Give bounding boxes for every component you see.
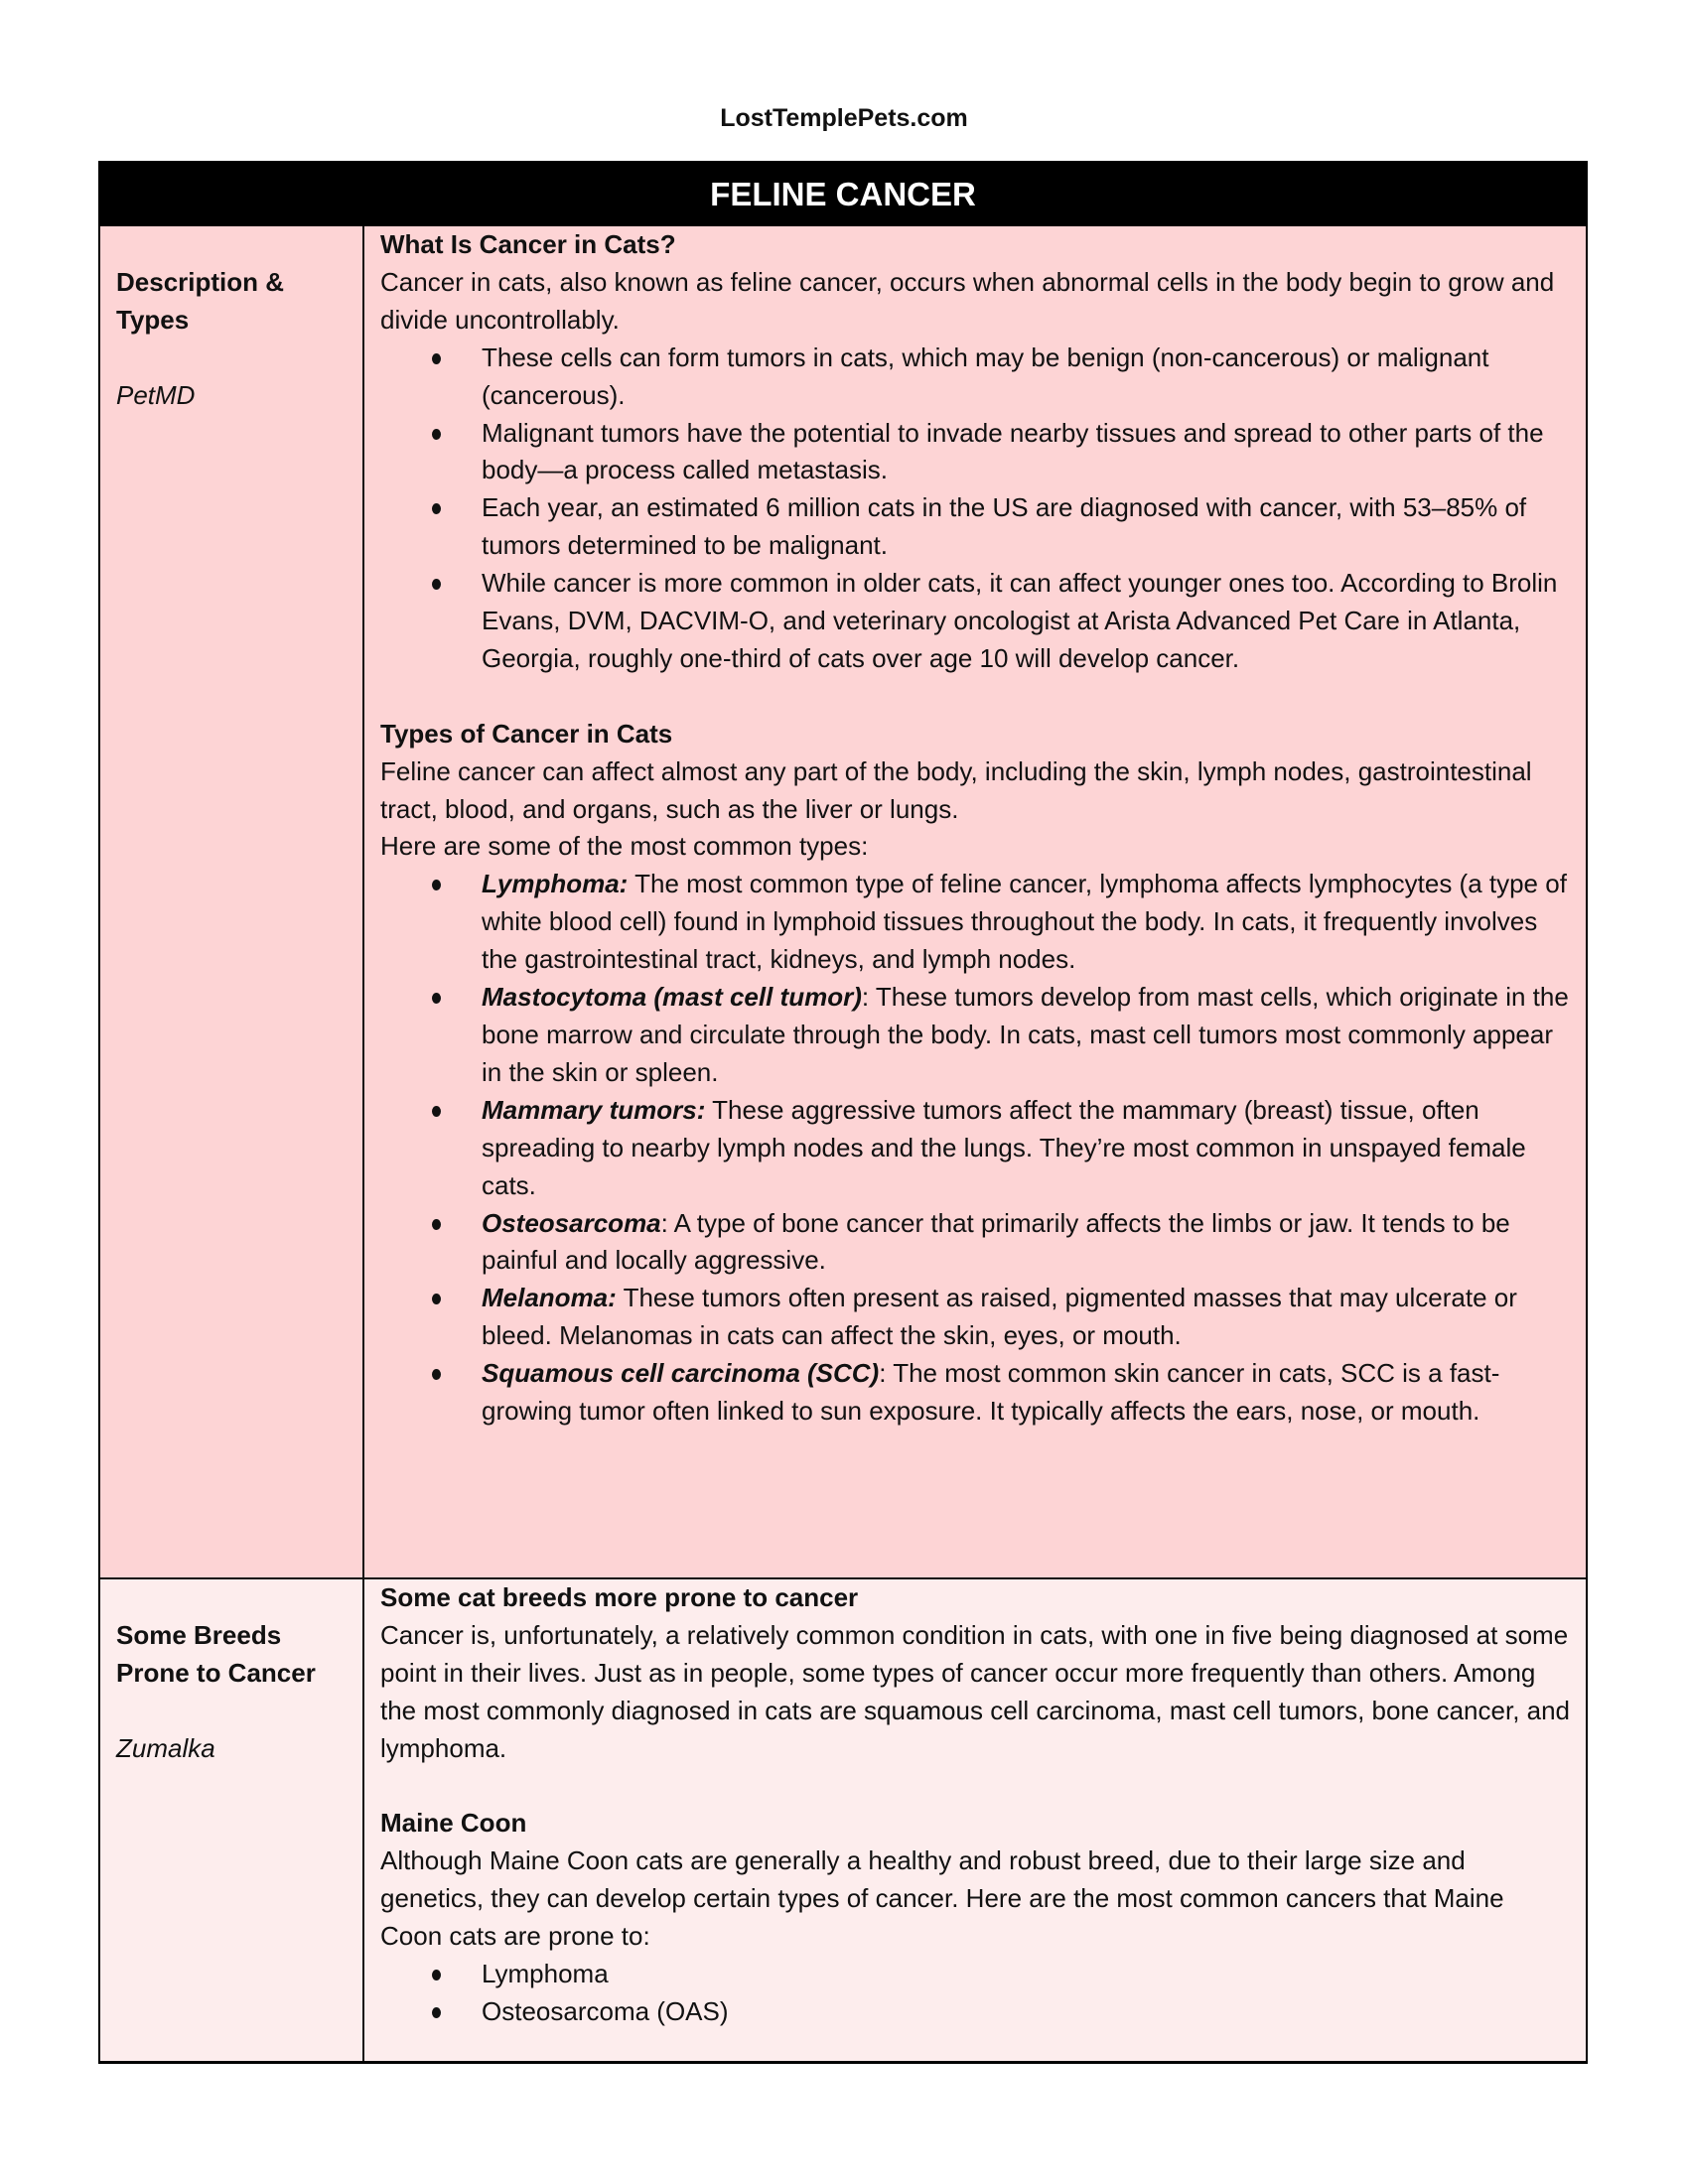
- row-source: Zumalka: [116, 1732, 215, 1763]
- spacer: [380, 678, 1572, 716]
- list-item-text: The most common type of feline cancer, lymphoma affects lymphocytes (a type of white blood cell) found in lymphoid tissues throughout the body. In cats, it frequently involves the gastrointestinal tract, kidneys, and lymph nodes.: [482, 869, 1567, 975]
- bullet-icon: [432, 2007, 441, 2018]
- section-paragraph: Feline cancer can affect almost any part of the body, including the skin, lymph nodes, gastrointestinal tract, blood, and organs, such as the liver or lungs.: [380, 755, 1532, 824]
- list-item-lymphoma: [482, 866, 1572, 979]
- list-item-text: : These tumors develop from mast cells, which originate in the bone marrow and circulate through the body. In cats, mast cell tumors most commonly appear in the skin or spleen.: [482, 982, 1569, 1087]
- spacer: [116, 340, 362, 377]
- list-item: [482, 415, 1572, 490]
- list-item-text: Osteosarcoma (OAS): [482, 1995, 729, 2026]
- list-item: [482, 565, 1572, 678]
- maine-coon-cancer-list: [380, 1956, 1572, 2031]
- section-paragraph: Cancer is, unfortunately, a relatively common condition in cats, with one in five being diagnosed at some point in their lives. Just as in people, some types of cancer occur more frequently than others. Among the most commonly diagnosed in cats are squamous cell carcinoma, mast cell tumors, bone cancer, and lymphoma.: [380, 1619, 1571, 1763]
- list-item-term: Melanoma:: [482, 1283, 617, 1313]
- spacer: [380, 1768, 1572, 1806]
- list-item-melanoma: [482, 1280, 1572, 1355]
- row-content-cell: [364, 1579, 1586, 2061]
- list-item-term: Lymphoma:: [482, 869, 629, 899]
- row-label-cell: [100, 226, 364, 1577]
- list-item-mammary-tumors: [482, 1092, 1572, 1205]
- row-source: PetMD: [116, 379, 196, 410]
- bullet-icon: [432, 353, 441, 364]
- row-label-line: Prone to Cancer: [116, 1657, 316, 1688]
- list-item-mastocytoma: [482, 979, 1572, 1092]
- section-paragraph: Cancer in cats, also known as feline cancer, occurs when abnormal cells in the body begin to grow and divide uncontrollably.: [380, 266, 1555, 335]
- bullet-icon: [432, 503, 441, 514]
- row-label-line: Types: [116, 304, 190, 335]
- site-name: LostTemplePets.com: [720, 104, 968, 132]
- list-item-text: Each year, an estimated 6 million cats in the US are diagnosed with cancer, with 53–85% of tumors determined to be malignant.: [482, 492, 1527, 561]
- row-label-line: Some Breeds: [116, 1619, 282, 1650]
- list-item-text: These tumors often present as raised, pigmented masses that may ulcerate or bleed. Melanomas in cats can affect the skin, eyes, or mouth.: [482, 1283, 1517, 1351]
- list-item-term: Mammary tumors:: [482, 1094, 706, 1125]
- bullet-list: [380, 340, 1572, 678]
- bullet-icon: [432, 1294, 441, 1304]
- row-label-line: Description &: [116, 266, 285, 297]
- row-label-cell: [100, 1579, 364, 2061]
- bullet-icon: [432, 1369, 441, 1380]
- table-title: FELINE CANCER: [100, 163, 1586, 226]
- list-item-term: Mastocytoma (mast cell tumor): [482, 982, 862, 1013]
- table-row-breeds-prone: [100, 1577, 1586, 2061]
- list-item-term: Osteosarcoma: [482, 1207, 661, 1238]
- section-heading: Maine Coon: [380, 1808, 527, 1839]
- spacer: [116, 1693, 362, 1730]
- list-item-scc: [482, 1355, 1572, 1431]
- bullet-icon: [432, 579, 441, 590]
- cancer-types-list: [380, 866, 1572, 1431]
- bullet-icon: [432, 993, 441, 1004]
- list-item-text: : The most common skin cancer in cats, SCC is a fast-growing tumor often linked to sun exposure. It typically affects the ears, nose, or mouth.: [482, 1358, 1500, 1427]
- list-item-text: These cells can form tumors in cats, which may be benign (non-cancerous) or malignant (cancerous).: [482, 341, 1489, 410]
- feline-cancer-table: [98, 161, 1588, 2064]
- list-item-term: Squamous cell carcinoma (SCC): [482, 1358, 880, 1389]
- bullet-icon: [432, 1219, 441, 1230]
- bullet-icon: [432, 1970, 441, 1980]
- list-item: [482, 1956, 1572, 1993]
- bullet-icon: [432, 1106, 441, 1117]
- table-row-description-types: [100, 226, 1586, 1577]
- list-item: [482, 489, 1572, 565]
- section-paragraph: Here are some of the most common types:: [380, 831, 869, 862]
- section-heading: What Is Cancer in Cats?: [380, 229, 676, 259]
- section-heading: Some cat breeds more prone to cancer: [380, 1582, 859, 1612]
- list-item-text: : A type of bone cancer that primarily affects the limbs or jaw. It tends to be painful and locally aggressive.: [482, 1207, 1510, 1276]
- row-content-cell: [364, 226, 1586, 1577]
- spacer: [116, 1579, 362, 1617]
- spacer: [116, 226, 362, 264]
- section-paragraph: Although Maine Coon cats are generally a healthy and robust breed, due to their large size and genetics, they can develop certain types of cancer. Here are the most common cancers that Maine Coon cats are prone to:: [380, 1845, 1504, 1952]
- list-item: [482, 1993, 1572, 2031]
- list-item-osteosarcoma: [482, 1205, 1572, 1281]
- list-item-text: These aggressive tumors affect the mammary (breast) tissue, often spreading to nearby lymph nodes and the lungs. They’re most common in unspayed female cats.: [482, 1094, 1526, 1200]
- section-heading: Types of Cancer in Cats: [380, 718, 673, 749]
- list-item-text: Lymphoma: [482, 1959, 609, 1989]
- bullet-icon: [432, 880, 441, 890]
- list-item: [482, 340, 1572, 415]
- list-item-text: Malignant tumors have the potential to invade nearby tissues and spread to other parts of the body—a process called metastasis.: [482, 417, 1544, 485]
- bullet-icon: [432, 429, 441, 440]
- list-item-text: While cancer is more common in older cats, it can affect younger ones too. According to Brolin Evans, DVM, DACVIM-O, and veterinary oncologist at Arista Advanced Pet Care in Atlanta, Georgia, roughly one-third of cats over age 10 will develop cancer.: [482, 568, 1558, 673]
